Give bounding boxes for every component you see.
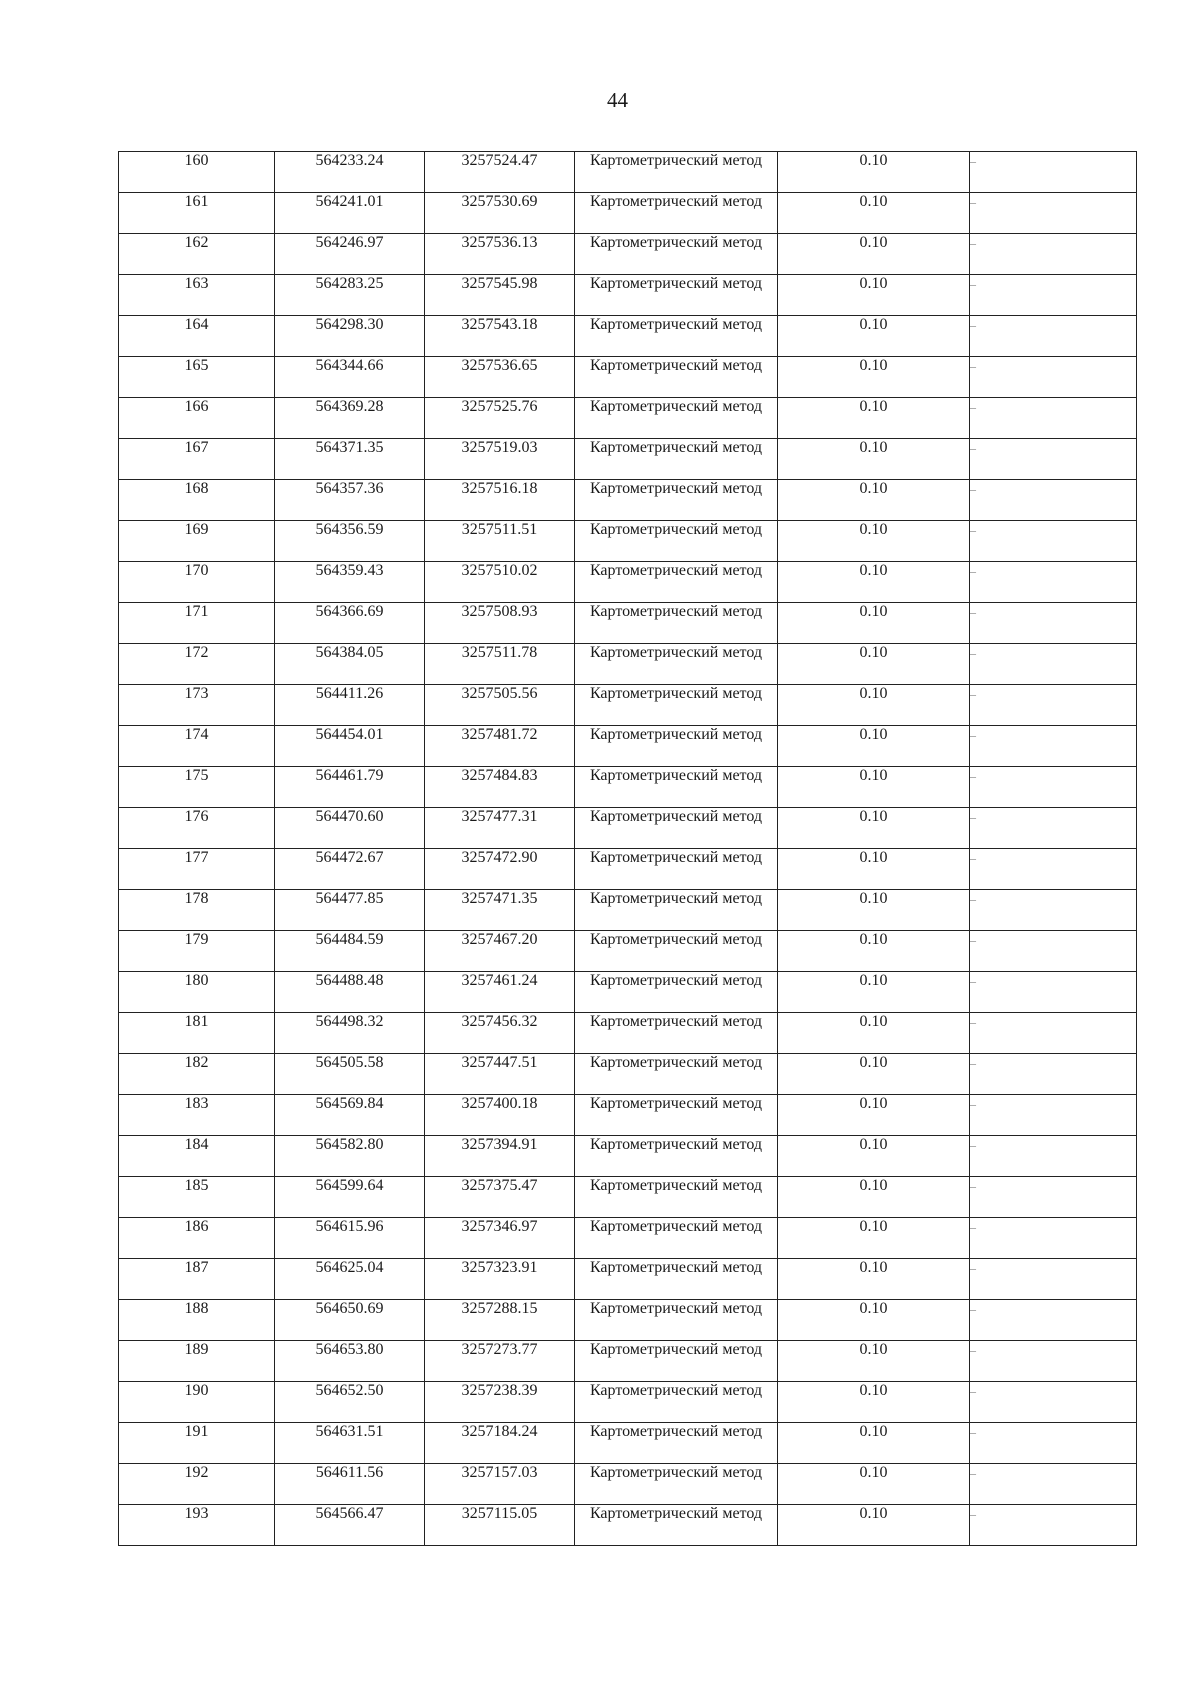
y-coordinate-cell: 3257510.02	[425, 562, 575, 603]
description-cell: –	[970, 808, 1137, 849]
y-coordinate-cell: 3257184.24	[425, 1423, 575, 1464]
method-cell: Картометрический метод	[575, 1423, 778, 1464]
description-cell: –	[970, 439, 1137, 480]
y-coordinate-cell: 3257519.03	[425, 439, 575, 480]
error-cell: 0.10	[778, 1382, 970, 1423]
point-number-cell: 191	[119, 1423, 275, 1464]
table-row	[119, 398, 1137, 439]
table-row	[119, 316, 1137, 357]
description-cell: –	[970, 1136, 1137, 1177]
x-coordinate-cell: 564484.59	[275, 931, 425, 972]
point-number-cell: 177	[119, 849, 275, 890]
point-number-cell: 173	[119, 685, 275, 726]
y-coordinate-cell: 3257467.20	[425, 931, 575, 972]
table-row	[119, 562, 1137, 603]
description-cell: –	[970, 1505, 1137, 1546]
error-cell: 0.10	[778, 1300, 970, 1341]
method-cell: Картометрический метод	[575, 357, 778, 398]
y-coordinate-cell: 3257525.76	[425, 398, 575, 439]
y-coordinate-cell: 3257471.35	[425, 890, 575, 931]
x-coordinate-cell: 564477.85	[275, 890, 425, 931]
description-cell: –	[970, 1095, 1137, 1136]
x-coordinate-cell: 564652.50	[275, 1382, 425, 1423]
y-coordinate-cell: 3257536.65	[425, 357, 575, 398]
error-cell: 0.10	[778, 1505, 970, 1546]
x-coordinate-cell: 564472.67	[275, 849, 425, 890]
y-coordinate-cell: 3257288.15	[425, 1300, 575, 1341]
error-cell: 0.10	[778, 931, 970, 972]
error-cell: 0.10	[778, 1013, 970, 1054]
table-row	[119, 849, 1137, 890]
y-coordinate-cell: 3257530.69	[425, 193, 575, 234]
method-cell: Картометрический метод	[575, 1218, 778, 1259]
y-coordinate-cell: 3257508.93	[425, 603, 575, 644]
method-cell: Картометрический метод	[575, 644, 778, 685]
method-cell: Картометрический метод	[575, 685, 778, 726]
x-coordinate-cell: 564599.64	[275, 1177, 425, 1218]
x-coordinate-cell: 564371.35	[275, 439, 425, 480]
x-coordinate-cell: 564615.96	[275, 1218, 425, 1259]
method-cell: Картометрический метод	[575, 1054, 778, 1095]
y-coordinate-cell: 3257456.32	[425, 1013, 575, 1054]
y-coordinate-cell: 3257157.03	[425, 1464, 575, 1505]
error-cell: 0.10	[778, 234, 970, 275]
y-coordinate-cell: 3257375.47	[425, 1177, 575, 1218]
method-cell: Картометрический метод	[575, 152, 778, 193]
y-coordinate-cell: 3257400.18	[425, 1095, 575, 1136]
point-number-cell: 181	[119, 1013, 275, 1054]
error-cell: 0.10	[778, 193, 970, 234]
table-row	[119, 1013, 1137, 1054]
page-number: 44	[607, 88, 628, 112]
y-coordinate-cell: 3257472.90	[425, 849, 575, 890]
description-cell: –	[970, 234, 1137, 275]
table-row	[119, 1218, 1137, 1259]
error-cell: 0.10	[778, 152, 970, 193]
method-cell: Картометрический метод	[575, 234, 778, 275]
description-cell: –	[970, 1054, 1137, 1095]
point-number-cell: 186	[119, 1218, 275, 1259]
y-coordinate-cell: 3257545.98	[425, 275, 575, 316]
point-number-cell: 163	[119, 275, 275, 316]
description-cell: –	[970, 193, 1137, 234]
x-coordinate-cell: 564369.28	[275, 398, 425, 439]
point-number-cell: 162	[119, 234, 275, 275]
x-coordinate-cell: 564357.36	[275, 480, 425, 521]
table-row	[119, 972, 1137, 1013]
x-coordinate-cell: 564356.59	[275, 521, 425, 562]
point-number-cell: 175	[119, 767, 275, 808]
x-coordinate-cell: 564344.66	[275, 357, 425, 398]
table-row	[119, 1300, 1137, 1341]
point-number-cell: 165	[119, 357, 275, 398]
y-coordinate-cell: 3257115.05	[425, 1505, 575, 1546]
y-coordinate-cell: 3257323.91	[425, 1259, 575, 1300]
point-number-cell: 185	[119, 1177, 275, 1218]
point-number-cell: 172	[119, 644, 275, 685]
method-cell: Картометрический метод	[575, 439, 778, 480]
x-coordinate-cell: 564384.05	[275, 644, 425, 685]
x-coordinate-cell: 564411.26	[275, 685, 425, 726]
method-cell: Картометрический метод	[575, 1177, 778, 1218]
description-cell: –	[970, 849, 1137, 890]
error-cell: 0.10	[778, 644, 970, 685]
error-cell: 0.10	[778, 1177, 970, 1218]
x-coordinate-cell: 564241.01	[275, 193, 425, 234]
y-coordinate-cell: 3257481.72	[425, 726, 575, 767]
table-row	[119, 726, 1137, 767]
method-cell: Картометрический метод	[575, 1464, 778, 1505]
method-cell: Картометрический метод	[575, 931, 778, 972]
table-row	[119, 275, 1137, 316]
error-cell: 0.10	[778, 1218, 970, 1259]
point-number-cell: 176	[119, 808, 275, 849]
method-cell: Картометрический метод	[575, 972, 778, 1013]
point-number-cell: 167	[119, 439, 275, 480]
table-row	[119, 890, 1137, 931]
error-cell: 0.10	[778, 808, 970, 849]
y-coordinate-cell: 3257511.51	[425, 521, 575, 562]
point-number-cell: 190	[119, 1382, 275, 1423]
method-cell: Картометрический метод	[575, 398, 778, 439]
table-row	[119, 1136, 1137, 1177]
description-cell: –	[970, 767, 1137, 808]
error-cell: 0.10	[778, 357, 970, 398]
description-cell: –	[970, 726, 1137, 767]
table-row	[119, 931, 1137, 972]
x-coordinate-cell: 564566.47	[275, 1505, 425, 1546]
x-coordinate-cell: 564246.97	[275, 234, 425, 275]
method-cell: Картометрический метод	[575, 521, 778, 562]
x-coordinate-cell: 564470.60	[275, 808, 425, 849]
x-coordinate-cell: 564366.69	[275, 603, 425, 644]
point-number-cell: 166	[119, 398, 275, 439]
method-cell: Картометрический метод	[575, 1300, 778, 1341]
description-cell: –	[970, 1177, 1137, 1218]
x-coordinate-cell: 564461.79	[275, 767, 425, 808]
x-coordinate-cell: 564582.80	[275, 1136, 425, 1177]
point-number-cell: 171	[119, 603, 275, 644]
table-row	[119, 1423, 1137, 1464]
y-coordinate-cell: 3257543.18	[425, 316, 575, 357]
error-cell: 0.10	[778, 316, 970, 357]
point-number-cell: 178	[119, 890, 275, 931]
table-row	[119, 152, 1137, 193]
description-cell: –	[970, 1259, 1137, 1300]
method-cell: Картометрический метод	[575, 193, 778, 234]
description-cell: –	[970, 480, 1137, 521]
description-cell: –	[970, 1464, 1137, 1505]
method-cell: Картометрический метод	[575, 849, 778, 890]
description-cell: –	[970, 398, 1137, 439]
method-cell: Картометрический метод	[575, 1505, 778, 1546]
description-cell: –	[970, 890, 1137, 931]
table-row	[119, 767, 1137, 808]
x-coordinate-cell: 564650.69	[275, 1300, 425, 1341]
y-coordinate-cell: 3257273.77	[425, 1341, 575, 1382]
table-row	[119, 603, 1137, 644]
description-cell: –	[970, 1382, 1137, 1423]
x-coordinate-cell: 564359.43	[275, 562, 425, 603]
method-cell: Картометрический метод	[575, 480, 778, 521]
point-number-cell: 170	[119, 562, 275, 603]
point-number-cell: 184	[119, 1136, 275, 1177]
table-row	[119, 685, 1137, 726]
method-cell: Картометрический метод	[575, 1341, 778, 1382]
y-coordinate-cell: 3257484.83	[425, 767, 575, 808]
error-cell: 0.10	[778, 726, 970, 767]
description-cell: –	[970, 275, 1137, 316]
method-cell: Картометрический метод	[575, 562, 778, 603]
error-cell: 0.10	[778, 1464, 970, 1505]
table-row	[119, 439, 1137, 480]
description-cell: –	[970, 1218, 1137, 1259]
method-cell: Картометрический метод	[575, 767, 778, 808]
method-cell: Картометрический метод	[575, 275, 778, 316]
table-row	[119, 234, 1137, 275]
description-cell: –	[970, 357, 1137, 398]
table-row	[119, 1341, 1137, 1382]
point-number-cell: 187	[119, 1259, 275, 1300]
error-cell: 0.10	[778, 521, 970, 562]
table-row	[119, 1177, 1137, 1218]
method-cell: Картометрический метод	[575, 603, 778, 644]
x-coordinate-cell: 564625.04	[275, 1259, 425, 1300]
point-number-cell: 179	[119, 931, 275, 972]
point-number-cell: 160	[119, 152, 275, 193]
y-coordinate-cell: 3257505.56	[425, 685, 575, 726]
method-cell: Картометрический метод	[575, 316, 778, 357]
y-coordinate-cell: 3257238.39	[425, 1382, 575, 1423]
method-cell: Картометрический метод	[575, 1095, 778, 1136]
point-number-cell: 169	[119, 521, 275, 562]
error-cell: 0.10	[778, 439, 970, 480]
table-row	[119, 521, 1137, 562]
x-coordinate-cell: 564631.51	[275, 1423, 425, 1464]
point-number-cell: 192	[119, 1464, 275, 1505]
error-cell: 0.10	[778, 685, 970, 726]
description-cell: –	[970, 1341, 1137, 1382]
error-cell: 0.10	[778, 1341, 970, 1382]
error-cell: 0.10	[778, 1259, 970, 1300]
y-coordinate-cell: 3257346.97	[425, 1218, 575, 1259]
coordinates-table	[118, 151, 1137, 1546]
x-coordinate-cell: 564298.30	[275, 316, 425, 357]
description-cell: –	[970, 316, 1137, 357]
table-row	[119, 1505, 1137, 1546]
description-cell: –	[970, 152, 1137, 193]
y-coordinate-cell: 3257511.78	[425, 644, 575, 685]
method-cell: Картометрический метод	[575, 1382, 778, 1423]
table-row	[119, 480, 1137, 521]
description-cell: –	[970, 972, 1137, 1013]
point-number-cell: 174	[119, 726, 275, 767]
point-number-cell: 193	[119, 1505, 275, 1546]
y-coordinate-cell: 3257536.13	[425, 234, 575, 275]
table-row	[119, 1382, 1137, 1423]
description-cell: –	[970, 644, 1137, 685]
error-cell: 0.10	[778, 972, 970, 1013]
error-cell: 0.10	[778, 398, 970, 439]
y-coordinate-cell: 3257447.51	[425, 1054, 575, 1095]
description-cell: –	[970, 1423, 1137, 1464]
y-coordinate-cell: 3257461.24	[425, 972, 575, 1013]
point-number-cell: 168	[119, 480, 275, 521]
point-number-cell: 188	[119, 1300, 275, 1341]
y-coordinate-cell: 3257524.47	[425, 152, 575, 193]
point-number-cell: 182	[119, 1054, 275, 1095]
table-row	[119, 1054, 1137, 1095]
error-cell: 0.10	[778, 849, 970, 890]
method-cell: Картометрический метод	[575, 1013, 778, 1054]
error-cell: 0.10	[778, 603, 970, 644]
table-row	[119, 357, 1137, 398]
description-cell: –	[970, 603, 1137, 644]
description-cell: –	[970, 562, 1137, 603]
point-number-cell: 164	[119, 316, 275, 357]
x-coordinate-cell: 564498.32	[275, 1013, 425, 1054]
table-row	[119, 808, 1137, 849]
error-cell: 0.10	[778, 1136, 970, 1177]
method-cell: Картометрический метод	[575, 726, 778, 767]
method-cell: Картометрический метод	[575, 1259, 778, 1300]
error-cell: 0.10	[778, 1095, 970, 1136]
y-coordinate-cell: 3257477.31	[425, 808, 575, 849]
coordinates-table-body	[119, 152, 1137, 1546]
table-row	[119, 644, 1137, 685]
x-coordinate-cell: 564488.48	[275, 972, 425, 1013]
table-row	[119, 1095, 1137, 1136]
x-coordinate-cell: 564233.24	[275, 152, 425, 193]
error-cell: 0.10	[778, 275, 970, 316]
method-cell: Картометрический метод	[575, 890, 778, 931]
point-number-cell: 161	[119, 193, 275, 234]
table-row	[119, 1259, 1137, 1300]
error-cell: 0.10	[778, 1423, 970, 1464]
error-cell: 0.10	[778, 562, 970, 603]
point-number-cell: 183	[119, 1095, 275, 1136]
error-cell: 0.10	[778, 1054, 970, 1095]
table-row	[119, 193, 1137, 234]
point-number-cell: 189	[119, 1341, 275, 1382]
x-coordinate-cell: 564611.56	[275, 1464, 425, 1505]
table-row	[119, 1464, 1137, 1505]
x-coordinate-cell: 564283.25	[275, 275, 425, 316]
method-cell: Картометрический метод	[575, 1136, 778, 1177]
error-cell: 0.10	[778, 767, 970, 808]
error-cell: 0.10	[778, 890, 970, 931]
description-cell: –	[970, 685, 1137, 726]
description-cell: –	[970, 931, 1137, 972]
y-coordinate-cell: 3257394.91	[425, 1136, 575, 1177]
method-cell: Картометрический метод	[575, 808, 778, 849]
x-coordinate-cell: 564505.58	[275, 1054, 425, 1095]
x-coordinate-cell: 564454.01	[275, 726, 425, 767]
description-cell: –	[970, 1013, 1137, 1054]
x-coordinate-cell: 564569.84	[275, 1095, 425, 1136]
x-coordinate-cell: 564653.80	[275, 1341, 425, 1382]
y-coordinate-cell: 3257516.18	[425, 480, 575, 521]
point-number-cell: 180	[119, 972, 275, 1013]
description-cell: –	[970, 521, 1137, 562]
description-cell: –	[970, 1300, 1137, 1341]
error-cell: 0.10	[778, 480, 970, 521]
